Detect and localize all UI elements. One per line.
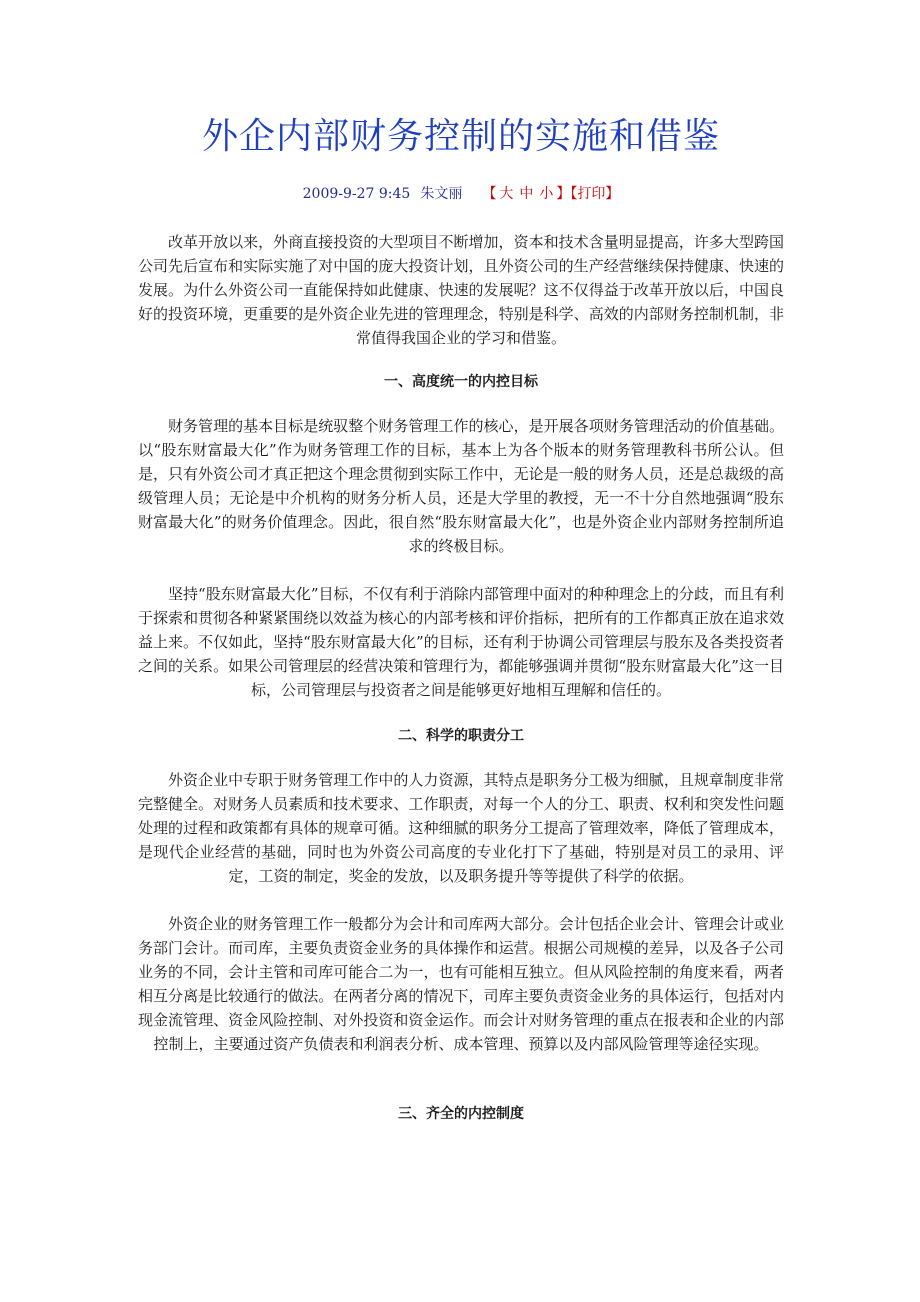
author-name: 朱文丽 bbox=[420, 186, 463, 202]
article-meta bbox=[138, 184, 784, 204]
font-size-large-link[interactable]: 大 bbox=[499, 186, 514, 202]
section-2-paragraph-2: 外资企业的财务管理工作一般都分为会计和司库两大部分。会计包括企业会计、管理会计或业务部门会计。而司库，主要负责资金业务的具体操作和运营。根据公司规模的差异，以及各子公司业务的不同，会计主管和司库可能合二为一，也有可能相互独立。但从风险控制的角度来看，两者相互分离是比较通行的做法。在两者分离的情况下，司库主要负责资金业务的具体运行，包括对内现金流管理、资金风险控制、对外投资和资金运作。而会计对财务管理的重点在报表和企业的内部控制上，主要通过资产负债表和利润表分析、成本管理、预算以及内部风险管理等途径实现。 bbox=[138, 915, 784, 1053]
intro-paragraph: 改革开放以来，外商直接投资的大型项目不断增加，资本和技术含量明显提高，许多大型跨国公司先后宣布和实际实施了对中国的庞大投资计划，且外资公司的生产经营继续保持健康、快速的发展。为什么外资公司一直能保持如此健康、快速的发展呢？这不仅得益于改革开放以后，中国良好的投资环境，更重要的是外资企业先进的管理理念，特别是科学、高效的内部财务控制机制，非常值得我国企业的学习和借鉴。 bbox=[138, 233, 784, 347]
section-heading-2: 二、科学的职责分工 bbox=[398, 728, 524, 744]
font-size-controls: 【 大 中 小 】 bbox=[482, 186, 571, 202]
article-title: 外企内部财务控制的实施和借鉴 bbox=[201, 116, 720, 157]
section-1-paragraph-2: 坚持“股东财富最大化”目标，不仅有利于消除内部管理中面对的种种理念上的分歧，而且有利于探索和贯彻各种紧紧围绕以效益为核心的内部考核和评价指标，把所有的工作都真正放在追求效益上来。不仅如此，坚持“股东财富最大化”的目标，还有利于协调公司管理层与股东及各类投资者之间的关系。如果公司管理层的经营决策和管理行为，都能够强调并贯彻“股东财富最大化”这一目标，公司管理层与投资者之间是能够更好地相互理解和信任的。 bbox=[138, 585, 784, 699]
section-1-paragraph-1: 财务管理的基本目标是统驭整个财务管理工作的核心，是开展各项财务管理活动的价值基础。以“股东财富最大化”作为财务管理工作的目标，基本上为各个版本的财务管理教科书所公认。但是，只有外资公司才真正把这个理念贯彻到实际工作中，无论是一般的财务人员，还是总裁级的高级管理人员；无论是中介机构的财务分析人员，还是大学里的教授，无一不十分自然地强调“股东财富最大化”的财务价值理念。因此，很自然“股东财富最大化”，也是外资企业内部财务控制所追求的终极目标。 bbox=[138, 417, 784, 555]
font-size-small-link[interactable]: 小 bbox=[539, 186, 554, 202]
font-size-medium-link[interactable]: 中 bbox=[519, 186, 534, 202]
section-heading-3: 三、齐全的内控制度 bbox=[398, 1106, 524, 1122]
publish-date: 2009-9-27 9:45 bbox=[302, 186, 411, 202]
section-2-paragraph-1: 外资企业中专职于财务管理工作中的人力资源，其特点是职务分工极为细腻，且规章制度非常完整健全。对财务人员素质和技术要求、工作职责，对每一个人的分工、职责、权利和突发性问题处理的过程和政策都有具体的规章可循。这种细腻的职务分工提高了管理效率，降低了管理成本，是现代企业经营的基础，同时也为外资公司高度的专业化打下了基础，特别是对员工的录用、评定，工资的制定，奖金的发放，以及职务提升等等提供了科学的依据。 bbox=[138, 771, 784, 885]
print-link[interactable]: 打印 bbox=[577, 186, 606, 202]
print-control: 【打印】 bbox=[570, 186, 620, 202]
section-heading-1: 一、高度统一的内控目标 bbox=[384, 374, 538, 390]
